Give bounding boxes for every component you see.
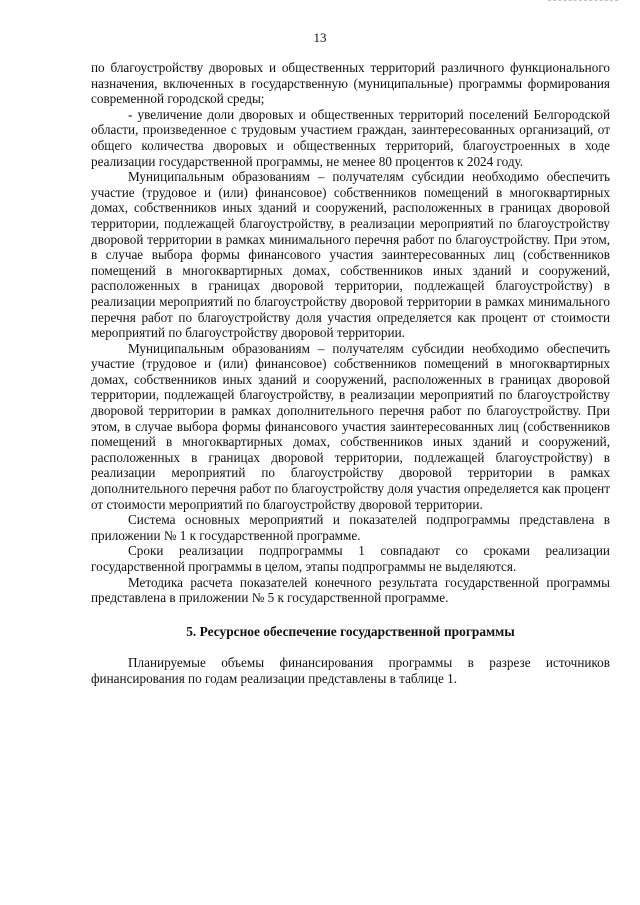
paragraph-financing-volumes: Планируемые объемы финансирования программы в разрезе источников финансирования по годам реализации представлены в таблице 1.: [91, 655, 610, 686]
paragraph-bullet-indicator: - увеличение доли дворовых и общественных территорий поселений Белгородской области, произведенное с трудовым участием граждан, заинтересованных организаций, от общего количества дворовых и общественных территорий, благоустроенных в ходе реализации государственной программы, не менее 80 процентов к 2024 году.: [91, 106, 610, 169]
scan-artifact: [548, 0, 618, 7]
paragraph-implementation-terms: Сроки реализации подпрограммы 1 совпадают со сроками реализации государственной программы в целом, этапы подпрограммы не выделяются.: [91, 543, 610, 574]
paragraph-minimal-works: Муниципальным образованиям – получателям субсидии необходимо обеспечить участие (трудовое и (или) финансовое) собственников помещений в многоквартирных домах, собственников иных зданий и сооружений, расположенных в границах дворовой территории, подлежащей благоустройству, в реализации мероприятий по благоустройству дворовой территории в рамках минимального перечня работ по благоустройству. При этом, в случае выбора формы финансового участия заинтересованных лиц (собственников помещений в многоквартирных домах, собственников иных зданий и сооружений, расположенных в границах дворовой территории, подлежащей благоустройству) в реализации мероприятий по благоустройству дворовой территории в рамках минимального перечня работ по благоустройству доля участия определяется как процент от стоимости мероприятий по благоустройству дворовой территории.: [91, 169, 610, 341]
section-heading: 5. Ресурсное обеспечение государственной программы: [186, 623, 515, 639]
paragraph-system-of-measures: Система основных мероприятий и показателей подпрограммы представлена в приложении № 1 к государственной программе.: [91, 512, 610, 543]
paragraph-continuation: по благоустройству дворовых и общественных территорий различного функционального назначения, включенных в государственную (муниципальные) программы формирования современной городской среды;: [91, 60, 610, 107]
paragraph-methodology: Методика расчета показателей конечного результата государственной программы представлена в приложении № 5 к государственной программе.: [91, 574, 610, 606]
paragraph-additional-works: Муниципальным образованиям – получателям субсидии необходимо обеспечить участие (трудовое и (или) финансовое) собственников помещений в многоквартирных домах, собственников иных зданий и сооружений, расположенных в границах дворовой территории, подлежащей благоустройству, в реализации мероприятий по благоустройству дворовой территории в рамках дополнительного перечня работ по благоустройству. При этом, в случае выбора формы финансового участия заинтересованных лиц (собственников помещений в многоквартирных домах, собственников иных зданий и сооружений, расположенных в границах дворовой территории, подлежащей благоустройству) в реализации мероприятий по благоустройству дворовой территории в рамках дополнительного перечня работ по благоустройству доля участия определяется как процент от стоимости мероприятий по благоустройству дворовой территории.: [91, 340, 610, 512]
document-body: [91, 60, 610, 687]
page-number: 13: [313, 30, 327, 45]
